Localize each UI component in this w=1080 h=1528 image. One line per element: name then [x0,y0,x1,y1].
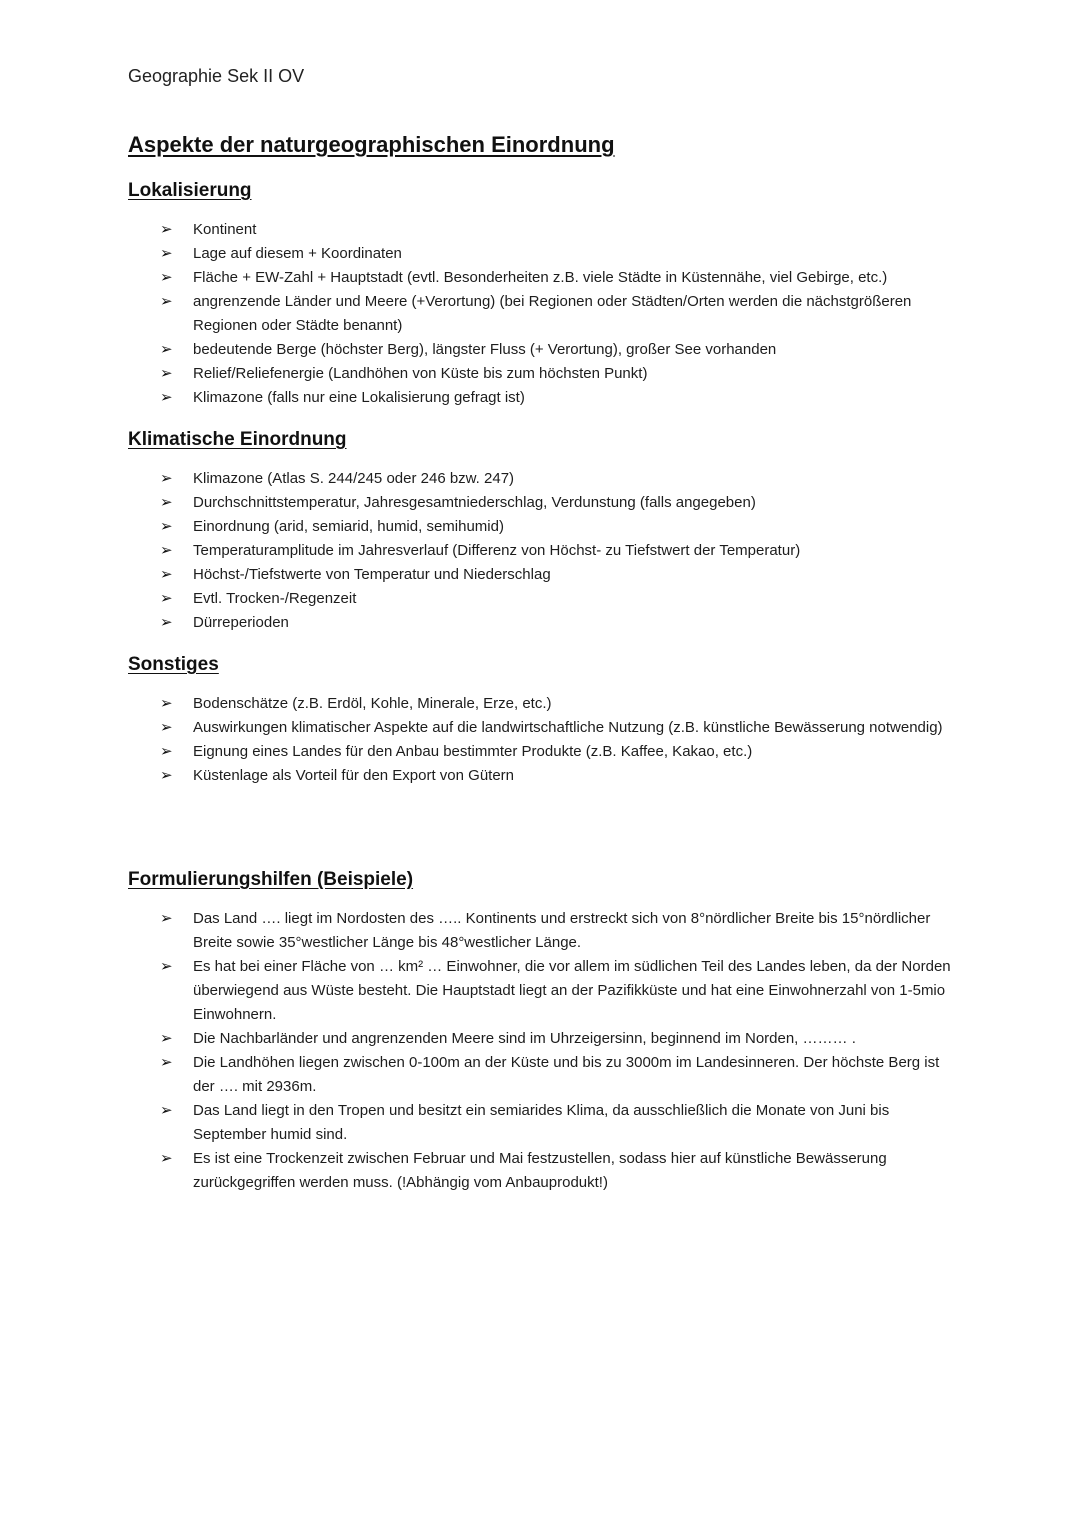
list-item-text: Es ist eine Trockenzeit zwischen Februar und Mai festzustellen, sodass hier auf künstliche Bewässerung zurückgegriffen werden muss. (!Abhängig vom Anbauprodukt!) [193,1150,887,1191]
list-item [128,266,958,290]
list-item [128,1099,958,1147]
list-item [128,955,958,1027]
arrow-bullet-icon: ➢ [160,1102,173,1119]
list-item-text: Fläche + EW-Zahl + Hauptstadt (evtl. Besonderheiten z.B. viele Städte in Küstennähe, viel Gebirge, etc.) [193,269,888,286]
list-item [128,386,958,410]
section-formulierungshilfen [128,869,958,1195]
list-item-text: Klimazone (falls nur eine Lokalisierung gefragt ist) [193,389,525,406]
list-item [128,716,958,740]
arrow-bullet-icon: ➢ [160,341,173,358]
arrow-bullet-icon: ➢ [160,743,173,760]
arrow-bullet-icon: ➢ [160,767,173,784]
section-heading: Klimatische Einordnung [128,429,347,450]
arrow-bullet-icon: ➢ [160,389,173,406]
list-item-text: Bodenschätze (z.B. Erdöl, Kohle, Minerale, Erze, etc.) [193,695,552,712]
list-item-text: Das Land liegt in den Tropen und besitzt ein semiarides Klima, da ausschließlich die Monate von Juni bis September humid sind. [193,1102,890,1143]
arrow-bullet-icon: ➢ [160,614,173,631]
list-item [128,764,958,788]
arrow-bullet-icon: ➢ [160,566,173,583]
list-item-text: Evtl. Trocken-/Regenzeit [193,590,357,607]
section-heading: Lokalisierung [128,180,252,201]
arrow-bullet-icon: ➢ [160,910,173,927]
document-title: Aspekte der naturgeographischen Einordnung [128,132,615,157]
list-item-text: Temperaturamplitude im Jahresverlauf (Differenz von Höchst- zu Tiefstwert der Temperatur) [193,542,801,559]
arrow-bullet-icon: ➢ [160,695,173,712]
list-item [128,515,958,539]
list-item-text: Durchschnittstemperatur, Jahresgesamtniederschlag, Verdunstung (falls angegeben) [193,494,756,511]
list-item [128,338,958,362]
bullet-list [128,692,958,788]
arrow-bullet-icon: ➢ [160,1150,173,1167]
arrow-bullet-icon: ➢ [160,590,173,607]
section-sonstiges [128,654,958,788]
list-item-text: bedeutende Berge (höchster Berg), längster Fluss (+ Verortung), großer See vorhanden [193,341,777,358]
list-item [128,1147,958,1195]
arrow-bullet-icon: ➢ [160,365,173,382]
arrow-bullet-icon: ➢ [160,293,173,310]
arrow-bullet-icon: ➢ [160,221,173,238]
section-lokalisierung [128,180,958,410]
list-item [128,611,958,635]
list-item-text: Eignung eines Landes für den Anbau bestimmter Produkte (z.B. Kaffee, Kakao, etc.) [193,743,753,760]
arrow-bullet-icon: ➢ [160,269,173,286]
arrow-bullet-icon: ➢ [160,518,173,535]
list-item-text: Die Nachbarländer und angrenzenden Meere sind im Uhrzeigersinn, beginnend im Norden, ……… . [193,1030,856,1047]
list-item [128,907,958,955]
list-item [128,587,958,611]
page-header: Geographie Sek II OV [128,66,305,86]
bullet-list [128,907,958,1195]
list-item [128,740,958,764]
section-heading: Formulierungshilfen (Beispiele) [128,869,414,890]
list-item-text: Höchst-/Tiefstwerte von Temperatur und Niederschlag [193,566,551,583]
bullet-list [128,467,958,635]
list-item-text: Relief/Reliefenergie (Landhöhen von Küste bis zum höchsten Punkt) [193,365,648,382]
list-item [128,467,958,491]
arrow-bullet-icon: ➢ [160,494,173,511]
arrow-bullet-icon: ➢ [160,719,173,736]
bullet-list [128,218,958,410]
arrow-bullet-icon: ➢ [160,470,173,487]
list-item [128,1027,958,1051]
section-heading: Sonstiges [128,654,219,675]
list-item-text: Lage auf diesem + Koordinaten [193,245,402,262]
list-item-text: Kontinent [193,221,257,238]
list-item [128,1051,958,1099]
list-item-text: angrenzende Länder und Meere (+Verortung) (bei Regionen oder Städten/Orten werden die nächstgrößeren Regionen oder Städte benannt) [193,293,912,334]
list-item [128,362,958,386]
list-item-text: Auswirkungen klimatischer Aspekte auf die landwirtschaftliche Nutzung (z.B. künstliche Bewässerung notwendig) [193,719,943,736]
list-item [128,290,958,338]
list-item [128,563,958,587]
list-item [128,692,958,716]
list-item-text: Küstenlage als Vorteil für den Export von Gütern [193,767,515,784]
list-item [128,539,958,563]
arrow-bullet-icon: ➢ [160,245,173,262]
list-item [128,242,958,266]
section-klimatische-einordnung [128,429,958,635]
list-item-text: Die Landhöhen liegen zwischen 0-100m an der Küste und bis zu 3000m im Landesinneren. Der höchste Berg ist der …. mit 2936m. [193,1054,940,1095]
list-item-text: Das Land …. liegt im Nordosten des ….. Kontinents und erstreckt sich von 8°nördlicher Breite bis 15°nördlicher Breite sowie 35°westlicher Länge bis 48°westlicher Länge. [193,910,931,951]
list-item-text: Es hat bei einer Fläche von … km² … Einwohner, die vor allem im südlichen Teil des Landes leben, da der Norden überwiegend aus Wüste besteht. Die Hauptstadt liegt an der Pazifikküste und hat eine Einwohnerzahl von 1-5mio Einwohnern. [193,958,951,1023]
list-item [128,218,958,242]
list-item-text: Klimazone (Atlas S. 244/245 oder 246 bzw. 247) [193,470,515,487]
list-item-text: Dürreperioden [193,614,289,631]
list-item [128,491,958,515]
arrow-bullet-icon: ➢ [160,1054,173,1071]
arrow-bullet-icon: ➢ [160,1030,173,1047]
list-item-text: Einordnung (arid, semiarid, humid, semihumid) [193,518,504,535]
arrow-bullet-icon: ➢ [160,542,173,559]
arrow-bullet-icon: ➢ [160,958,173,975]
